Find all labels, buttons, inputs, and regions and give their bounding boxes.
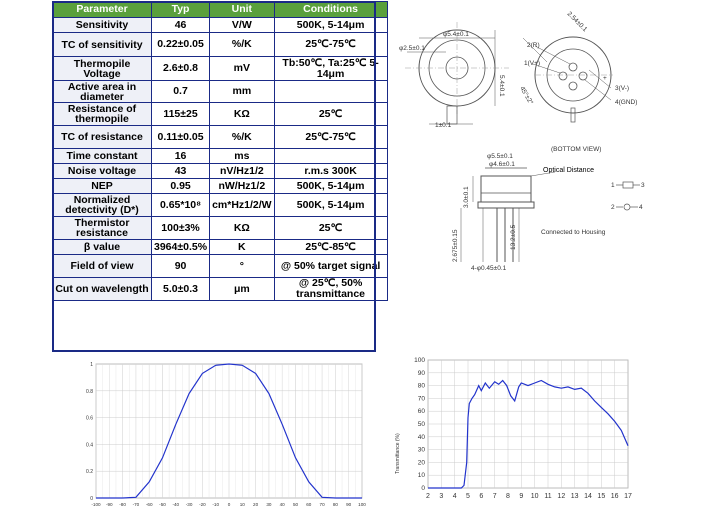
unit-cell: KΩ: [210, 103, 275, 126]
unit-cell: mm: [210, 81, 275, 103]
x-tick-label: 90: [346, 502, 352, 507]
typ-cell: 16: [152, 149, 210, 164]
pin-label-4: 4(GND): [615, 99, 638, 106]
fov-chart: [78, 356, 368, 508]
dim-lead-dia: 4-φ0.45±0.1: [471, 265, 507, 272]
dim-pin-angle: 45°±2°: [518, 85, 535, 106]
table-header-row: [53, 2, 388, 18]
header-conditions: Conditions: [274, 2, 387, 18]
unit-cell: cm*Hz1/2/W: [210, 194, 275, 217]
conditions-cell: 500K, 5-14μm: [274, 18, 387, 33]
y-tick-label: 0: [421, 485, 425, 492]
x-tick-label: 4: [452, 493, 457, 500]
x-tick-label: 50: [292, 502, 299, 507]
unit-cell: nW/Hz1/2: [210, 179, 275, 194]
typ-cell: 0.11±0.05: [152, 126, 210, 149]
param-cell: Noise voltage: [53, 164, 152, 179]
header-unit: Unit: [210, 2, 275, 18]
plus-sign: +: [603, 75, 607, 82]
y-tick-label: 60: [417, 408, 425, 416]
x-tick-label: 10: [239, 502, 245, 507]
y-tick-label: 0.2: [86, 469, 93, 476]
conditions-cell: Tb:50℃, Ta:25℃ 5-14μm: [274, 57, 387, 81]
x-tick-label: 80: [332, 502, 338, 507]
typ-cell: 0.95: [152, 179, 210, 194]
param-cell: Active area in diameter: [53, 81, 152, 103]
unit-cell: %/K: [210, 33, 275, 57]
x-tick-label: 100: [358, 502, 366, 507]
header-typ: Typ: [152, 2, 210, 18]
x-tick-label: 15: [597, 493, 606, 500]
table-row: [53, 194, 388, 217]
x-tick-label: -50: [159, 502, 166, 507]
x-tick-label: 9: [519, 493, 524, 500]
mechanical-drawing: [385, 0, 721, 290]
pin-3: [579, 72, 587, 80]
x-tick-label: 40: [279, 502, 285, 507]
sym1-element: [623, 182, 633, 188]
typ-cell: 3964±0.5%: [152, 240, 210, 255]
connected-label: Connected to Housing: [541, 229, 606, 236]
x-tick-label: 0: [227, 502, 231, 507]
param-cell: TC of resistance: [53, 126, 152, 149]
y-tick-label: 20: [417, 459, 425, 467]
conditions-cell: 25℃-75℃: [274, 126, 387, 149]
conditions-cell: @ 50% target signal: [274, 255, 387, 278]
dim-cap-top: φ5.5±0.1: [487, 153, 513, 160]
x-tick-label: -100: [91, 502, 101, 507]
dim-pin-spacing: 2.54±0.1: [565, 10, 589, 34]
conditions-cell: 500K, 5-14μm: [274, 194, 387, 217]
dim-height-side: 5.4±0.1: [498, 75, 505, 97]
conditions-cell: 25℃: [274, 217, 387, 240]
unit-cell: ms: [210, 149, 275, 164]
sym2-left: 2: [611, 204, 615, 211]
dim-cap-height: 3.0±0.1: [463, 186, 470, 208]
y-tick-label: 50: [417, 421, 425, 428]
param-cell: Time constant: [53, 149, 152, 164]
unit-cell: K: [210, 240, 275, 255]
x-tick-label: 16: [610, 493, 619, 500]
x-tick-label: 14: [584, 493, 592, 500]
y-tick-label: 0.6: [86, 415, 93, 422]
typ-cell: 115±25: [152, 103, 210, 126]
y-tick-label: 0: [90, 496, 93, 502]
x-tick-label: 13: [570, 493, 579, 500]
unit-cell: %/K: [210, 126, 275, 149]
y-tick-label: 0.4: [86, 442, 93, 449]
typ-cell: 5.0±0.3: [152, 278, 210, 301]
x-tick-label: 12: [557, 493, 566, 500]
x-tick-label: -30: [185, 502, 193, 507]
table-row: [53, 278, 388, 301]
dim-inner-dia: φ2.5±0.1: [399, 45, 425, 52]
typ-cell: 2.6±0.8: [152, 57, 210, 81]
table-row: [53, 217, 388, 240]
y-tick-label: 80: [417, 382, 425, 390]
pin-1: [559, 72, 567, 80]
param-cell: Resistance of thermopile: [53, 103, 152, 126]
transmittance-chart: [382, 354, 642, 508]
sym1-left: 1: [611, 182, 615, 189]
unit-cell: mV: [210, 57, 275, 81]
conditions-cell: 25℃-85℃: [274, 240, 387, 255]
side-view-cap: [481, 176, 531, 202]
conditions-cell: [274, 149, 387, 164]
sym2-right: 4: [639, 204, 643, 211]
pin-4: [569, 82, 577, 90]
table-row: [53, 179, 388, 194]
conditions-cell: 25℃: [274, 103, 387, 126]
typ-cell: 43: [152, 164, 210, 179]
y-tick-label: 10: [417, 472, 425, 480]
x-tick-label: 60: [306, 502, 312, 507]
table-row: [53, 255, 388, 278]
header-parameter: Parameter: [53, 2, 152, 18]
side-view-base: [478, 202, 534, 208]
pin-label-2: 2(R): [527, 42, 540, 49]
table-row: [53, 33, 388, 57]
y-tick-label: 30: [417, 446, 425, 454]
param-cell: Normalized detectivity (D*): [53, 194, 152, 217]
conditions-cell: 500K, 5-14μm: [274, 179, 387, 194]
x-tick-label: 70: [319, 502, 325, 507]
bottom-view-label: (BOTTOM VIEW): [551, 146, 602, 153]
x-tick-label: -20: [199, 502, 206, 507]
sym1-right: 3: [641, 182, 645, 189]
x-tick-label: 17: [624, 493, 632, 500]
dim-cap-bottom: φ4.6±0.1: [489, 161, 515, 168]
x-tick-label: -70: [132, 502, 140, 507]
table-row: [53, 164, 388, 179]
conditions-cell: 25℃-75℃: [274, 33, 387, 57]
x-tick-label: -40: [172, 502, 180, 507]
param-cell: Sensitivity: [53, 18, 152, 33]
y-tick-label: 40: [417, 433, 425, 441]
param-cell: Thermopile Voltage: [53, 57, 152, 81]
table-row: [53, 18, 388, 33]
pin-label-3: 3(V-): [615, 85, 630, 92]
y-tick-label: 0.8: [86, 388, 93, 395]
table-row: [53, 149, 388, 164]
y-tick-label: 100: [414, 357, 425, 364]
typ-cell: 90: [152, 255, 210, 278]
dim-height-1: 2.675±0.15: [452, 229, 459, 262]
optical-distance-label: Optical Distance: [543, 167, 594, 174]
conditions-cell: r.m.s 300K: [274, 164, 387, 179]
param-cell: Cut on wavelength: [53, 278, 152, 301]
x-tick-label: -90: [105, 502, 113, 507]
typ-cell: 100±3%: [152, 217, 210, 240]
typ-cell: 0.65*10⁸: [152, 194, 210, 217]
table-row: [53, 81, 388, 103]
pin-label-1: 1(V+): [524, 60, 541, 67]
unit-cell: nV/Hz1/2: [210, 164, 275, 179]
x-tick-label: -60: [145, 502, 153, 507]
transmittance-ylabel: Transmittance (%): [395, 433, 401, 474]
param-cell: Thermistor resistance: [53, 217, 152, 240]
x-tick-label: 6: [479, 493, 484, 500]
table-row: [53, 103, 388, 126]
typ-cell: 46: [152, 18, 210, 33]
typ-cell: 0.7: [152, 81, 210, 103]
x-tick-label: 5: [466, 493, 470, 500]
param-cell: TC of sensitivity: [53, 33, 152, 57]
pin-2: [569, 63, 577, 71]
x-tick-label: -80: [119, 502, 126, 507]
x-tick-label: 11: [544, 493, 552, 500]
table-row: [53, 240, 388, 255]
unit-cell: μm: [210, 278, 275, 301]
unit-cell: KΩ: [210, 217, 275, 240]
unit-cell: °: [210, 255, 275, 278]
param-cell: Field of view: [53, 255, 152, 278]
table-row: [53, 126, 388, 149]
x-tick-label: 3: [439, 493, 444, 500]
x-tick-label: -10: [212, 502, 220, 507]
param-cell: NEP: [53, 179, 152, 194]
fov-grid: [96, 364, 362, 498]
x-tick-label: 7: [492, 493, 497, 500]
x-tick-label: 8: [506, 493, 510, 500]
conditions-cell: @ 25℃, 50% transmittance: [274, 278, 387, 301]
dim-tab: 1±0.1: [435, 122, 452, 129]
x-tick-label: 10: [530, 493, 539, 500]
y-tick-label: 70: [417, 395, 425, 403]
typ-cell: 0.22±0.05: [152, 33, 210, 57]
y-tick-label: 90: [417, 369, 425, 377]
y-tick-label: 1: [90, 362, 93, 368]
sym2-element: [624, 204, 630, 210]
spec-table: [52, 1, 388, 301]
x-tick-label: 2: [426, 493, 430, 500]
dim-outer-dia: φ5.4±0.1: [443, 31, 469, 38]
x-tick-label: 30: [266, 502, 272, 507]
param-cell: β value: [53, 240, 152, 255]
table-row: [53, 57, 388, 81]
unit-cell: V/W: [210, 18, 275, 33]
dim-height-2: 13.2±0.5: [510, 224, 517, 250]
conditions-cell: [274, 81, 387, 103]
x-tick-label: 20: [253, 502, 259, 507]
